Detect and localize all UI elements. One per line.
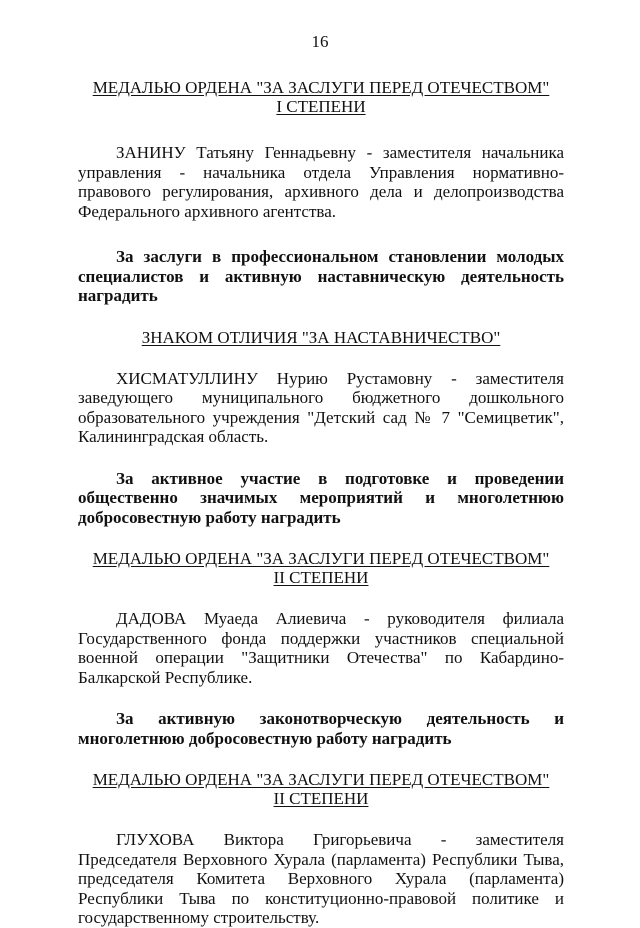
award-heading-line: МЕДАЛЬЮ ОРДЕНА "ЗА ЗАСЛУГИ ПЕРЕД ОТЕЧЕСТВОМ" [92, 78, 550, 97]
award-heading [78, 328, 564, 347]
award-degree-line: I СТЕПЕНИ [276, 97, 366, 116]
awardee-paragraph: ХИСМАТУЛЛИНУ Нурию Рустамовну - заместителя заведующего муниципального бюджетного дошкольного образовательного учреждения "Детский сад № 7 "Семицветик", Калининградская область. [78, 368, 564, 446]
page-number: 16 [311, 32, 329, 51]
award-heading [78, 78, 564, 116]
award-heading [78, 770, 564, 808]
award-heading-line: МЕДАЛЬЮ ОРДЕНА "ЗА ЗАСЛУГИ ПЕРЕД ОТЕЧЕСТВОМ" [92, 770, 550, 789]
award-reason: За активное участие в подготовке и проведении общественно значимых мероприятий и многолетнюю добросовестную работу наградить [78, 468, 564, 527]
award-reason: За заслуги в профессиональном становлении молодых специалистов и активную наставническую деятельность наградить [78, 247, 564, 305]
awardee-paragraph: ГЛУХОВА Виктора Григорьевича - заместителя Председателя Верховного Хурала (парламента) Республики Тыва, председателя Комитета Верховного Хурала (парламента) Республики Тыва по конституционно-правовой политике и государственному строительству. [78, 830, 564, 927]
award-heading-line: МЕДАЛЬЮ ОРДЕНА "ЗА ЗАСЛУГИ ПЕРЕД ОТЕЧЕСТВОМ" [92, 549, 550, 568]
awardee-paragraph: ЗАНИНУ Татьяну Геннадьевну - заместителя начальника управления - начальника отдела Управления нормативно-правового регулирования, архивного дела и делопроизводства Федерального архивного агентства. [78, 143, 564, 221]
awardee-paragraph: ДАДОВА Муаеда Алиевича - руководителя филиала Государственного фонда поддержки участников специальной военной операции "Защитники Отечества" по Кабардино-Балкарской Республике. [78, 609, 564, 687]
award-reason: За активную законотворческую деятельность и многолетнюю добросовестную работу наградить [78, 709, 564, 748]
award-heading [78, 549, 564, 587]
document-body [78, 78, 564, 928]
award-degree-line: II СТЕПЕНИ [273, 789, 369, 808]
award-degree-line: II СТЕПЕНИ [273, 568, 369, 587]
award-heading-line: ЗНАКОМ ОТЛИЧИЯ "ЗА НАСТАВНИЧЕСТВО" [141, 327, 501, 347]
